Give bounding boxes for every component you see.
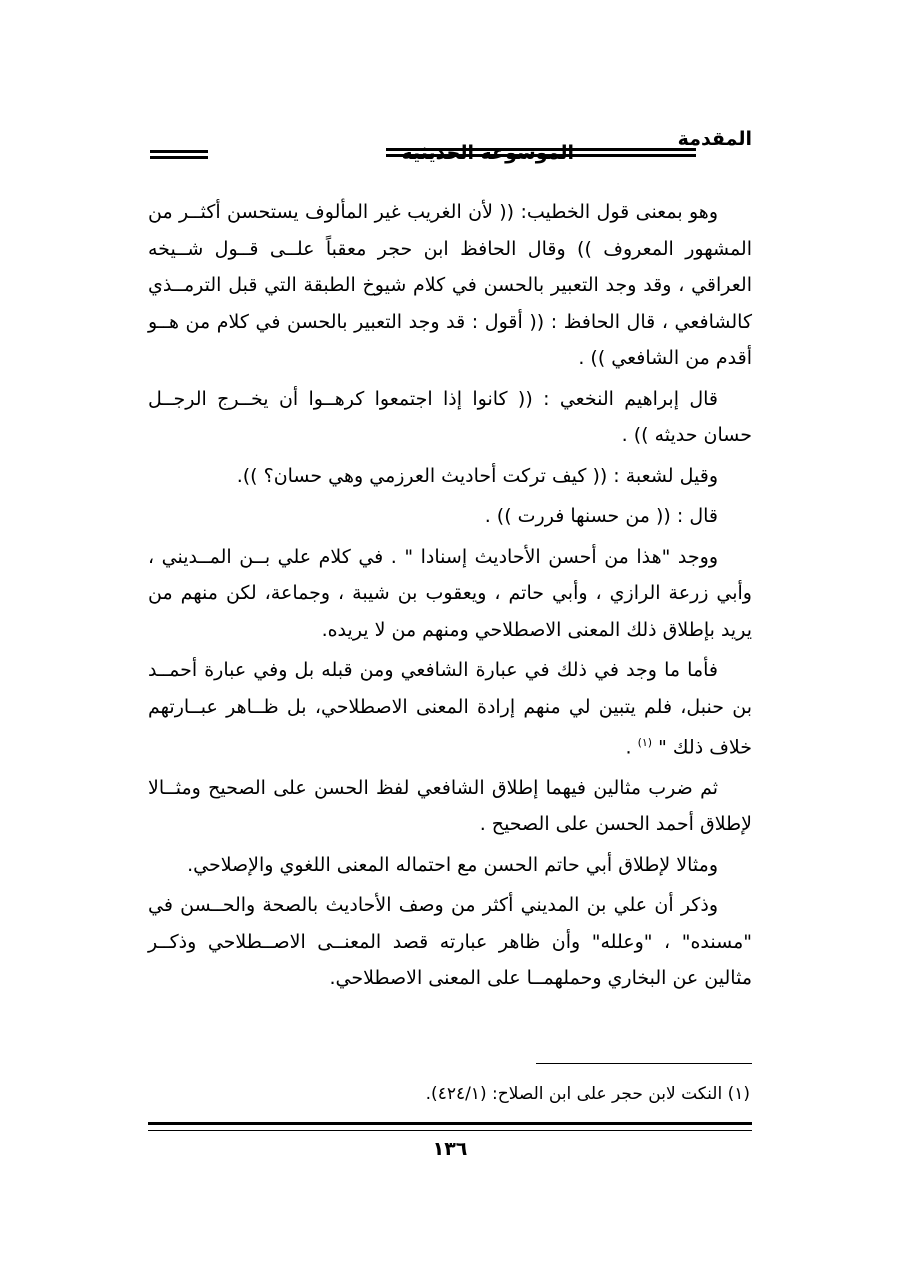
paragraph-8: ومثالا لإطلاق أبي حاتم الحسن مع احتماله المعنى اللغوي والإصلاحي. <box>187 853 718 876</box>
footnote: (١) النكت لابن حجر على ابن الصلاح: (٤٢٤/١). <box>425 1084 750 1104</box>
paragraph-6-end: . <box>625 736 638 759</box>
footer-rule-thick <box>148 1122 752 1125</box>
paragraph-6 <box>148 652 752 766</box>
body-text <box>148 194 752 997</box>
page-number: ١٣٦ <box>432 1138 468 1160</box>
section-title: المقدمة <box>677 128 752 150</box>
paragraph-2: قال إبراهيم النخعي : (( كانوا إذا اجتمعوا كرهــوا أن يخــرج الرجــل حسان حديثه )) . <box>148 387 752 446</box>
footer-rule-thin <box>148 1130 752 1131</box>
paragraph-7: ثم ضرب مثالين فيهما إطلاق الشافعي لفظ الحسن على الصحيح ومثــالا لإطلاق أحمد الحسن على الصحيح . <box>148 776 752 836</box>
paragraph-5: ووجد "هذا من أحسن الأحاديث إسنادا " . في كلام علي بــن المــديني ، وأبي زرعة الرازي ، وأبي حاتم ، ويعقوب بن شيبة ، وجماعة، لكن منهم من يريد بإطلاق ذلك المعنى الاصطلاحي ومنهم من لا يريده. <box>148 545 752 641</box>
footnote-reference[interactable]: (١) <box>637 736 653 749</box>
header-rule-right <box>386 148 696 157</box>
book-title: الموسوعة الحديثية <box>401 142 574 164</box>
paragraph-1: وهو بمعنى قول الخطيب: (( لأن الغريب غير المألوف يستحسن أكثــر من المشهور المعروف )) وقال الحافظ ابن حجر معقباً علــى قــول شــيخه العراقي ، وقد وجد التعبير بالحسن في كلام شيوخ الطبقة التي قبل الترمــذي كالشافعي ، قال الحافظ : (( أقول : قد وجد التعبير بالحسن في كلام من هــو أقدم من الشافعي )) . <box>148 201 752 369</box>
header-rule-left <box>150 150 208 159</box>
paragraph-4: قال : (( من حسنها فررت )) . <box>484 505 718 527</box>
paragraph-6-text: فأما ما وجد في ذلك في عبارة الشافعي ومن قبله بل وفي عبارة أحمــد بن حنبل، فلم يتبين لي منهم إرادة المعنى الاصطلاحي، بل ظــاهر عبــارتهم خلاف ذلك " <box>148 659 752 759</box>
paragraph-3: وقيل لشعبة : (( كيف تركت أحاديث العرزمي وهي حسان؟ )). <box>236 464 718 487</box>
paragraph-9: وذكر أن علي بن المديني أكثر من وصف الأحاديث بالصحة والحــسن في "مسنده" ، "وعلله" وأن ظاهر عبارته قصد المعنــى الاصــطلاحي وذكــر مثالين عن البخاري وحملهمــا على المعنى الاصطلاحي. <box>148 894 752 990</box>
footnote-separator <box>536 1063 752 1064</box>
